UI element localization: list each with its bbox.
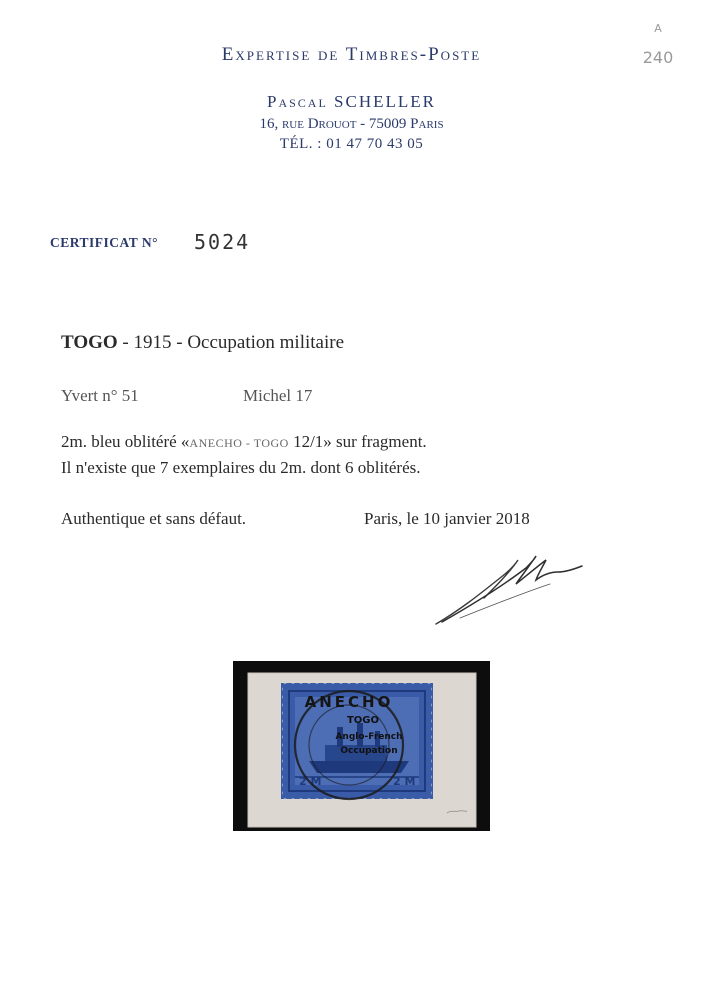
overprint-line1: TOGO	[346, 715, 380, 726]
expert-telephone: TÉL. : 01 47 70 43 05	[279, 136, 424, 152]
desc-prefix: 2m. bleu oblitéré «	[61, 432, 190, 451]
value-left: 2 M	[299, 775, 322, 788]
pencil-annotation-line2: 240	[642, 47, 674, 67]
expert-surname: SCHELLER	[334, 92, 436, 111]
pencil-annotation-line1: A	[654, 22, 662, 35]
pencil-annotation	[632, 22, 684, 68]
stamp-country: TOGO	[61, 332, 118, 353]
stamp-description-line2: Il n'existe que 7 exemplaires du 2m. dont 6 oblitérés.	[61, 458, 421, 477]
cancel-text: ANECHO - TOGO	[189, 436, 289, 450]
stamp-photo	[233, 661, 490, 831]
overprint-line2: Anglo-French	[335, 732, 403, 742]
expert-address: 16, rue Drouot - 75009 Paris	[259, 116, 444, 132]
value-right: 2 M	[393, 775, 416, 788]
postmark-text: ANECHO	[304, 693, 394, 711]
verdict: Authentique et sans défaut.	[61, 509, 247, 528]
certificate-label: CERTIFICAT N°	[50, 235, 159, 250]
stamp-description-line1	[61, 432, 427, 452]
michel-reference: Michel 17	[243, 386, 313, 405]
overprint-line3: Occupation	[340, 746, 398, 756]
desc-suffix: 12/1» sur fragment.	[288, 432, 427, 451]
yvert-reference: Yvert n° 51	[61, 386, 139, 405]
stamp-title-rest: - 1915 - Occupation militaire	[117, 332, 345, 353]
place-and-date: Paris, le 10 janvier 2018	[364, 509, 530, 528]
header-title: Expertise de Timbres-Poste	[221, 44, 482, 65]
expert-name	[0, 92, 703, 112]
expert-given-name: Pascal	[267, 92, 328, 111]
certificate-number: 5024	[194, 230, 251, 254]
ship-hull	[309, 761, 409, 773]
stamp-title	[61, 332, 344, 354]
expert-signature	[430, 550, 590, 630]
stamp-photo-image	[233, 661, 490, 831]
